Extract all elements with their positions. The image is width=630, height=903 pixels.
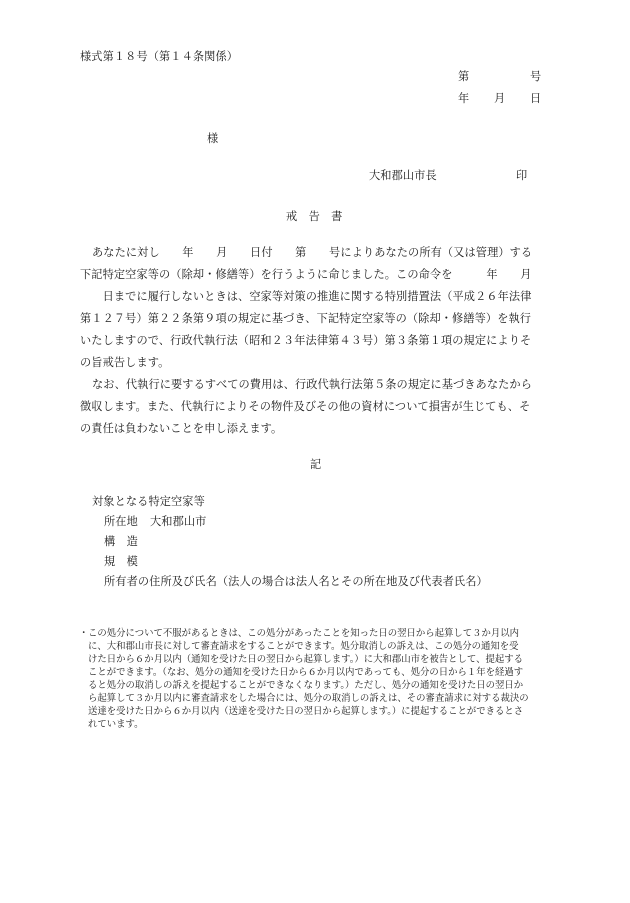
body-line-4: 第１２７号）第２２条第９項の規定に基づき、下記特定空家等の（除却・修繕等）を執行 bbox=[80, 312, 532, 325]
location-value: 大和郡山市 bbox=[150, 515, 207, 528]
date-day: 日 bbox=[530, 92, 542, 105]
form-number: 様式第１８号（第１４条関係） bbox=[80, 50, 239, 63]
body-line-8: 徴収します。また、代執行によりその物件及びその他の資材について損害が生じても、そ bbox=[80, 400, 531, 413]
date-year: 年 bbox=[458, 92, 470, 105]
notice-line-2: に、大和郡山市長に対して審査請求をすることができます。処分取消しの訴えは、この処分の通知を受 bbox=[88, 641, 519, 652]
notice-bullet: ・ bbox=[79, 628, 89, 639]
sender-name: 大和郡山市長 bbox=[369, 169, 437, 182]
notice-line-7: 送達を受けた日から６か月以内（送達を受けた日の翌日から起算します。）に提起することができるとさ bbox=[88, 706, 524, 717]
body-line-9: の責任は負わないことを申し添えます。 bbox=[80, 422, 283, 435]
body-line-1: あなたに対し 年 月 日付 第 号によりあなたの所有（又は管理）する bbox=[92, 246, 533, 259]
body-line-5: いたしますので、行政代執行法（昭和２３年法律第４３号）第３条第１項の規定によりそ bbox=[80, 334, 532, 347]
notice-line-5: ると処分の取消しの訴えを提起することができなくなります。）ただし、処分の通知を受けた日の翌日か bbox=[88, 680, 524, 691]
body-line-6: の旨戒告します。 bbox=[80, 356, 170, 369]
seal-mark: 印 bbox=[516, 169, 528, 182]
body-line-3: 日までに履行しないときは、空家等対策の推進に関する特別措置法（平成２６年法律 bbox=[80, 290, 532, 303]
body-line-2: 下記特定空家等の（除却・修繕等）を行うように命じました。この命令を 年 月 bbox=[80, 268, 532, 281]
target-heading: 対象となる特定空家等 bbox=[92, 495, 205, 508]
date-month: 月 bbox=[494, 92, 506, 105]
structure-label: 構 造 bbox=[104, 535, 138, 548]
notice-line-8: れています。 bbox=[88, 719, 144, 730]
notice-line-3: けた日から６か月以内（通知を受けた日の翌日から起算します。）に大和郡山市を被告として、提起する bbox=[88, 654, 523, 665]
scale-label: 規 模 bbox=[104, 555, 138, 568]
location-label: 所在地 bbox=[104, 515, 138, 528]
document-title: 戒 告 書 bbox=[286, 210, 343, 223]
notice-line-1: この処分について不服があるときは、この処分があったことを知った日の翌日から起算して３か月以内 bbox=[88, 628, 519, 639]
body-line-7: なお、代執行に要するすべての費用は、行政代執行法第５条の規定に基づきあなたから bbox=[92, 378, 532, 391]
addressee-suffix: 様 bbox=[207, 132, 219, 145]
notice-line-4: ことができます。（なお、処分の通知を受けた日から６か月以内であっても、処分の日から１年を経過す bbox=[88, 667, 524, 678]
notice-line-6: ら起算して３か月以内に審査請求をした場合には、処分の取消しの訴えは、その審査請求に対する裁決の bbox=[88, 693, 529, 704]
owner-label: 所有者の住所及び氏名（法人の場合は法人名とその所在地及び代表者氏名） bbox=[104, 575, 488, 588]
doc-number-suffix: 号 bbox=[530, 70, 542, 83]
doc-number-prefix: 第 bbox=[458, 70, 470, 83]
ki-heading: 記 bbox=[310, 458, 322, 471]
